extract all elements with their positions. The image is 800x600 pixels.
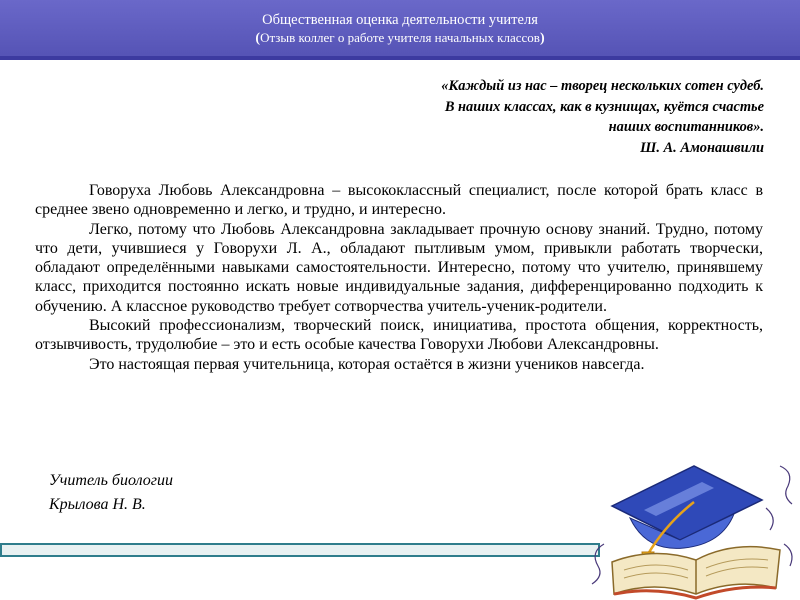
footer-bar — [0, 543, 600, 557]
epigraph-quote — [204, 76, 764, 158]
review-body — [35, 181, 763, 374]
signature-name: Крылова Н. В. — [49, 496, 146, 513]
epigraph-line: наших воспитанников». — [608, 119, 764, 135]
review-paragraph: Высокий профессионализм, творческий поиск, инициатива, простота общения, корректность, отзывчивость, трудолюбие – это и есть особые качества Говорухи Любови Александровны. — [35, 317, 763, 354]
epigraph-line: «Каждый из нас – творец нескольких сотен судеб. — [441, 78, 764, 94]
signature-role: Учитель биологии — [49, 472, 173, 489]
slide-subtitle — [0, 29, 800, 48]
epigraph-author: Ш. А. Амонашвили — [640, 139, 764, 156]
open-book-icon — [612, 547, 780, 598]
review-paragraph: Говоруха Любовь Александровна – высококлассный специалист, после которой брать класс в среднее звено одновременно и легко, и трудно, и интересно. — [35, 182, 763, 219]
epigraph-line: В наших классах, как в кузнищах, куётся счастье — [444, 98, 764, 115]
review-paragraph: Это настоящая первая учительница, которая остаётся в жизни учеников навсегда. — [89, 355, 645, 373]
signature-block — [49, 469, 173, 517]
review-paragraph: Легко, потому что Любовь Александровна закладывает прочную основу знаний. Трудно, потому что дети, учившиеся у Говорухи Л. А., обладают пытливым умом, привыкли работать творчески, обладают определёнными навыками самостоятельности. Интересно, потому что учителю, принявшему класс, приходится постоянно искать новые индивидуальные задания, дифференцированно подходить к обучению. А классное руководство требует сотворчества учитель-ученик-родители. — [35, 220, 763, 315]
slide-title: Общественная оценка деятельности учителя — [262, 12, 538, 28]
slide-header — [0, 0, 800, 60]
subtitle-text: Отзыв коллег о работе учителя начальных классов — [260, 30, 540, 45]
subtitle-open-paren: ( — [255, 31, 261, 46]
header-rule — [0, 56, 800, 60]
subtitle-close-paren: ) — [539, 31, 545, 46]
book-and-cap-clipart — [584, 448, 800, 600]
